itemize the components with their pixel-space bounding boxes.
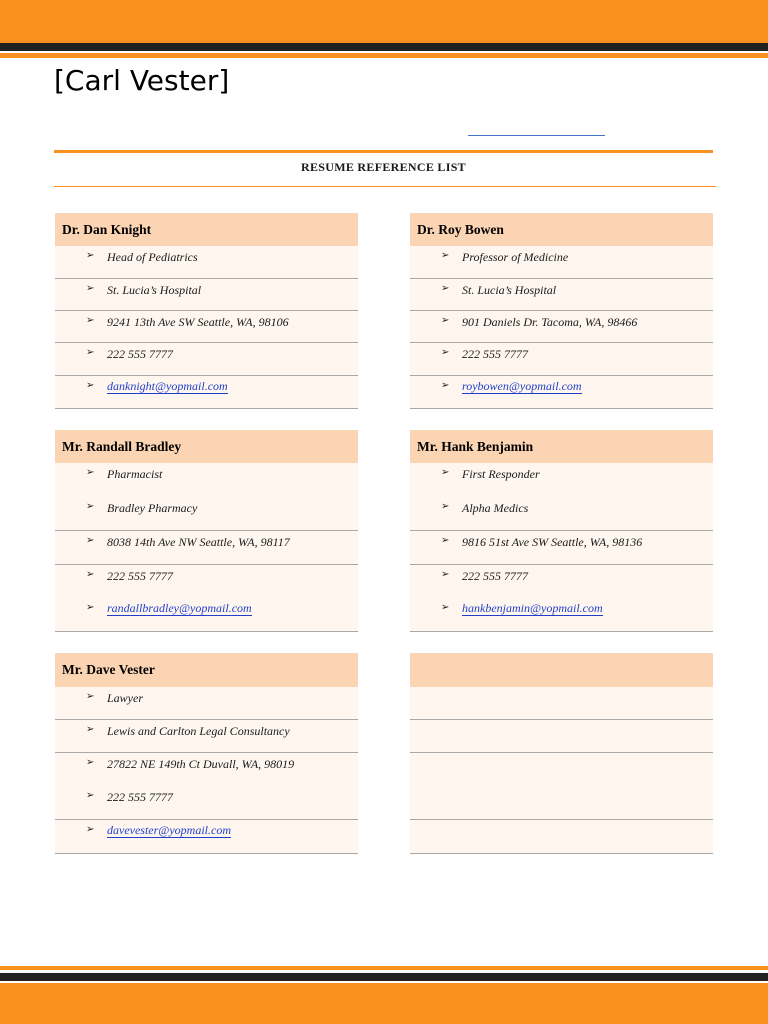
reference-organization-row (55, 279, 358, 311)
arrow-bullet-icon: ➢ (441, 501, 450, 512)
reference-email-link[interactable]: davevester@yopmail.com (107, 823, 231, 837)
reference-email-row (410, 598, 713, 632)
empty-card-header (410, 653, 713, 687)
arrow-bullet-icon: ➢ (86, 757, 95, 768)
reference-card-roy-bowen (410, 213, 713, 409)
arrow-bullet-icon: ➢ (441, 535, 450, 546)
arrow-bullet-icon: ➢ (86, 467, 95, 478)
reference-address: 8038 14th Ave NW Seattle, WA, 98117 (107, 535, 290, 549)
arrow-bullet-icon: ➢ (441, 347, 450, 358)
header-orange-band (0, 0, 768, 43)
reference-address: 9816 51st Ave SW Seattle, WA, 98136 (462, 535, 643, 549)
reference-title: Head of Pediatrics (107, 250, 198, 264)
reference-address-row (55, 311, 358, 343)
footer-dark-stripe (0, 973, 768, 981)
section-title: RESUME REFERENCE LIST (300, 160, 466, 174)
reference-organization-row (410, 497, 713, 531)
arrow-bullet-icon: ➢ (86, 824, 95, 835)
header-dark-stripe (0, 43, 768, 51)
arrow-bullet-icon: ➢ (86, 250, 95, 261)
candidate-name: [Carl Vester] (54, 64, 230, 97)
reference-address: 9241 13th Ave SW Seattle, WA, 98106 (107, 315, 289, 329)
section-title-rule-bottom (54, 186, 716, 187)
reference-organization-row (55, 720, 358, 753)
arrow-bullet-icon: ➢ (441, 569, 450, 580)
reference-name: Dr. Dan Knight (55, 213, 358, 246)
reference-email-link[interactable]: danknight@yopmail.com (107, 379, 228, 393)
reference-name: Mr. Hank Benjamin (410, 430, 713, 463)
arrow-bullet-icon: ➢ (441, 467, 450, 478)
empty-row (410, 720, 713, 753)
reference-phone: 222 555 7777 (107, 790, 173, 804)
arrow-bullet-icon: ➢ (86, 380, 95, 391)
reference-title-row (410, 246, 713, 279)
arrow-bullet-icon: ➢ (86, 315, 95, 326)
arrow-bullet-icon: ➢ (86, 283, 95, 294)
reference-email-row (55, 820, 358, 854)
reference-phone: 222 555 7777 (462, 347, 528, 361)
reference-name: Mr. Dave Vester (55, 653, 358, 687)
reference-card-hank-benjamin (410, 430, 713, 632)
reference-organization: Lewis and Carlton Legal Consultancy (107, 724, 290, 738)
reference-organization: Alpha Medics (462, 501, 529, 515)
arrow-bullet-icon: ➢ (86, 691, 95, 702)
arrow-bullet-icon: ➢ (86, 347, 95, 358)
arrow-bullet-icon: ➢ (86, 535, 95, 546)
reference-title-row (55, 463, 358, 497)
reference-phone: 222 555 7777 (462, 569, 528, 583)
reference-email-link[interactable]: hankbenjamin@yopmail.com (462, 601, 603, 615)
reference-phone-row (410, 343, 713, 376)
reference-card-dave-vester (55, 653, 358, 854)
reference-title: Professor of Medicine (462, 250, 569, 264)
reference-email-link[interactable]: randallbradley@yopmail.com (107, 601, 252, 615)
reference-address-row (410, 311, 713, 343)
footer-orange-line (0, 966, 768, 970)
arrow-bullet-icon: ➢ (86, 724, 95, 735)
reference-name: Dr. Roy Bowen (410, 213, 713, 246)
reference-title: Pharmacist (107, 467, 163, 481)
header-orange-line (0, 53, 768, 58)
contact-placeholder-rule (468, 135, 605, 136)
reference-name: Mr. Randall Bradley (55, 430, 358, 463)
reference-title-row (410, 463, 713, 497)
empty-row (410, 687, 713, 720)
reference-email-row (410, 376, 713, 409)
reference-organization-row (410, 279, 713, 311)
arrow-bullet-icon: ➢ (441, 283, 450, 294)
reference-address-row (55, 531, 358, 565)
reference-phone: 222 555 7777 (107, 569, 173, 583)
reference-phone: 222 555 7777 (107, 347, 173, 361)
empty-row (410, 820, 713, 854)
reference-address-row (55, 753, 358, 786)
arrow-bullet-icon: ➢ (86, 602, 95, 613)
reference-address-row (410, 531, 713, 565)
reference-title-row (55, 687, 358, 720)
reference-phone-row (55, 343, 358, 376)
arrow-bullet-icon: ➢ (86, 790, 95, 801)
reference-organization-row (55, 497, 358, 531)
reference-title: Lawyer (107, 691, 143, 705)
reference-organization: Bradley Pharmacy (107, 501, 198, 515)
reference-phone-row (55, 786, 358, 820)
reference-card-dan-knight (55, 213, 358, 409)
reference-card-randall-bradley (55, 430, 358, 632)
arrow-bullet-icon: ➢ (441, 602, 450, 613)
arrow-bullet-icon: ➢ (86, 569, 95, 580)
section-title-rule-top (54, 150, 713, 153)
arrow-bullet-icon: ➢ (441, 315, 450, 326)
reference-title: First Responder (462, 467, 540, 481)
footer-orange-band (0, 983, 768, 1024)
reference-email-link[interactable]: roybowen@yopmail.com (462, 379, 582, 393)
reference-address: 27822 NE 149th Ct Duvall, WA, 98019 (107, 757, 295, 771)
reference-organization: St. Lucia’s Hospital (107, 283, 202, 297)
empty-row (410, 753, 713, 820)
arrow-bullet-icon: ➢ (86, 501, 95, 512)
arrow-bullet-icon: ➢ (441, 250, 450, 261)
arrow-bullet-icon: ➢ (441, 380, 450, 391)
reference-phone-row (55, 565, 358, 598)
reference-email-row (55, 376, 358, 409)
reference-title-row (55, 246, 358, 279)
reference-card-empty (410, 653, 713, 854)
reference-address: 901 Daniels Dr. Tacoma, WA, 98466 (462, 315, 638, 329)
reference-organization: St. Lucia’s Hospital (462, 283, 557, 297)
reference-email-row (55, 598, 358, 632)
reference-phone-row (410, 565, 713, 598)
